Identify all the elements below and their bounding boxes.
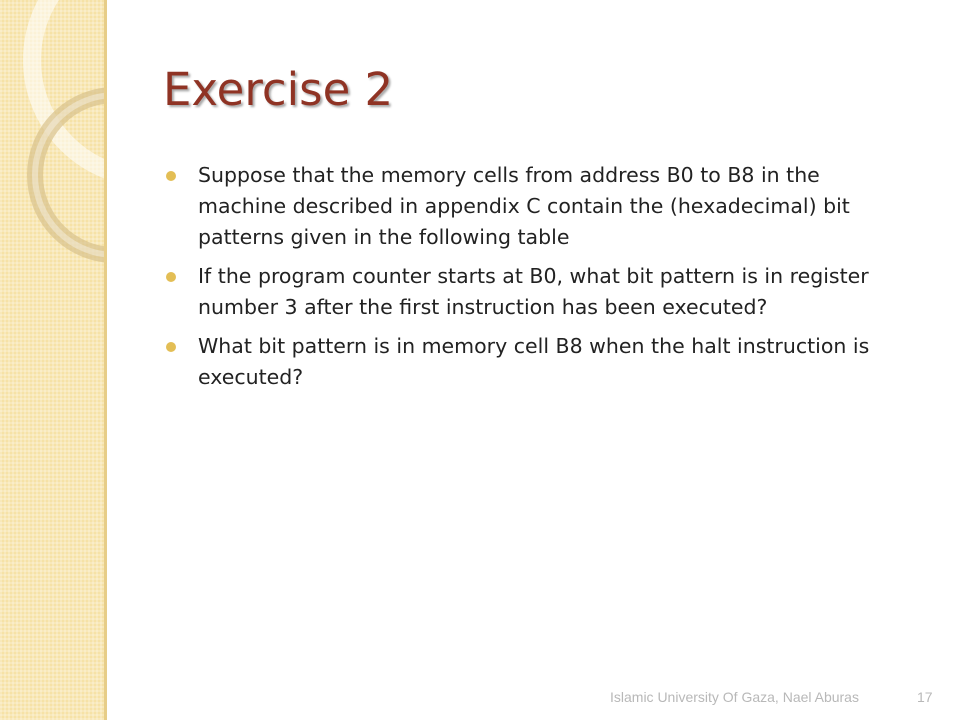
side-band-edge [104,0,107,720]
bullet-icon [166,342,176,352]
bullet-list [162,160,902,401]
slide-title: Exercise 2 [163,63,394,116]
bullet-text: What bit pattern is in memory cell B8 when the halt instruction is executed? [198,334,870,389]
bullet-icon [166,272,176,282]
bullet-icon [166,171,176,181]
bullet-item [162,160,902,253]
bullet-item [162,261,902,323]
bullet-text: Suppose that the memory cells from address B0 to B8 in the machine described in appendix C contain the (hexadecimal) bit patterns given in the following table [198,163,850,249]
bullet-item [162,331,902,393]
decorative-swirl [0,0,104,720]
decorative-side-band [0,0,104,720]
page-number: 17 [917,689,933,705]
footer-text: Islamic University Of Gaza, Nael Aburas [610,689,859,705]
bullet-text: If the program counter starts at B0, what bit pattern is in register number 3 after the first instruction has been executed? [198,264,869,319]
